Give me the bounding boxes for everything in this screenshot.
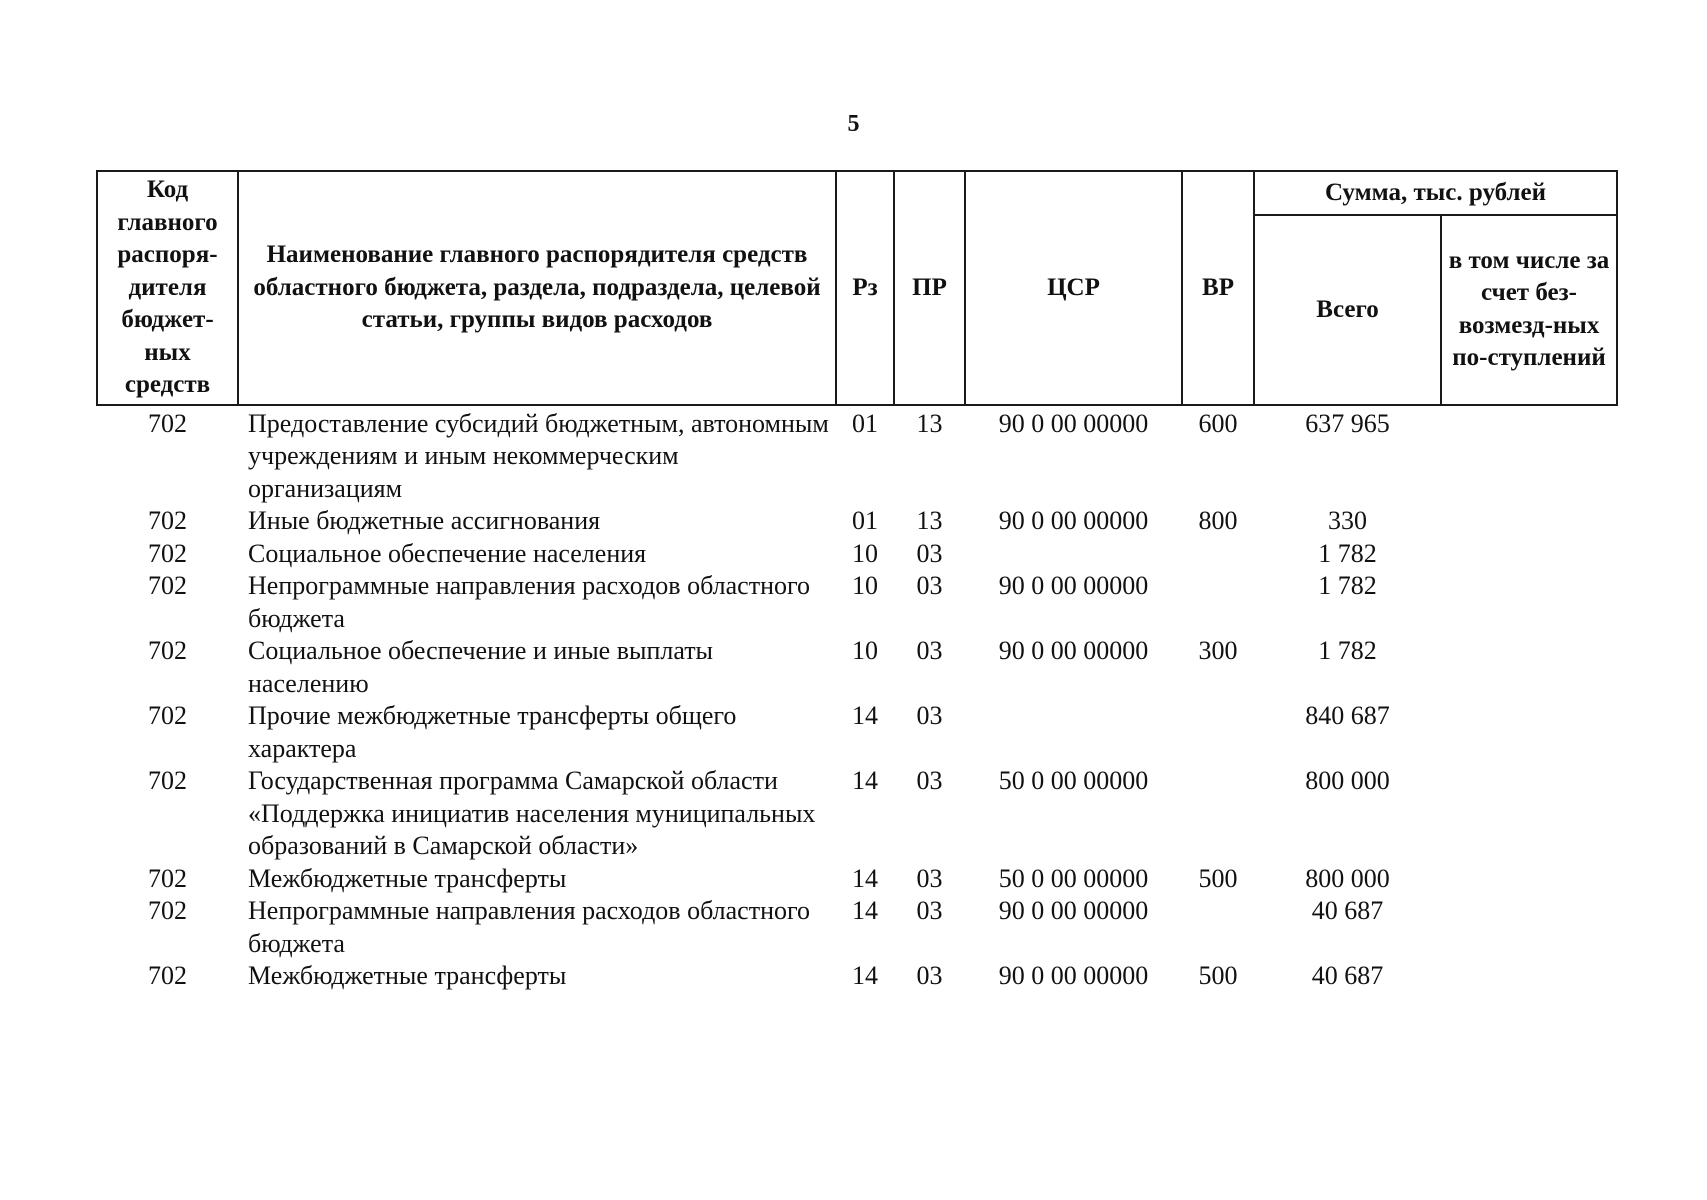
table-header xyxy=(97,171,1617,405)
cell-total: 1 782 xyxy=(1318,571,1377,600)
cell-pr: 13 xyxy=(916,408,943,438)
cell-rz: 14 xyxy=(852,961,878,990)
cell-code: 702 xyxy=(148,408,187,438)
cell-csr: 90 0 00 00000 xyxy=(998,896,1149,925)
cell-name: Социальное обеспечение и иные выплаты населению xyxy=(248,636,714,698)
cell-gratuitous xyxy=(1441,570,1617,635)
cell-pr: 03 xyxy=(916,766,943,795)
cell-name: Прочие межбюджетные трансферты общего характера xyxy=(248,701,737,763)
cell-name: Государственная программа Самарской области «Поддержка инициатив населения муниципальных образований в Самарской области» xyxy=(248,766,816,860)
table-row xyxy=(97,538,1617,571)
cell-gratuitous xyxy=(1441,700,1617,765)
table-row xyxy=(97,505,1617,538)
cell-rz: 01 xyxy=(852,408,878,438)
cell-name: Социальное обеспечение населения xyxy=(248,538,647,568)
cell-vr xyxy=(1182,570,1254,635)
cell-pr: 03 xyxy=(916,571,943,600)
cell-code: 702 xyxy=(148,896,187,925)
cell-pr: 03 xyxy=(916,863,943,893)
table-row xyxy=(97,405,1617,506)
header-vr: ВР xyxy=(1182,171,1254,405)
cell-pr: 03 xyxy=(916,636,943,665)
header-rz: Рз xyxy=(836,171,894,405)
header-csr: ЦСР xyxy=(965,171,1182,405)
cell-rz: 14 xyxy=(852,701,878,730)
cell-gratuitous xyxy=(1441,960,1617,993)
cell-total: 330 xyxy=(1328,506,1367,535)
cell-gratuitous xyxy=(1441,765,1617,863)
cell-rz: 10 xyxy=(852,571,878,600)
cell-vr: 500 xyxy=(1198,961,1238,990)
table-row xyxy=(97,960,1617,993)
header-name: Наименование главного распорядителя средств областного бюджета, раздела, подраздела, целевой статьи, группы видов расходов xyxy=(238,171,836,405)
header-total: Всего xyxy=(1254,215,1441,405)
page-number: 5 xyxy=(847,111,860,137)
cell-total: 800 000 xyxy=(1305,766,1390,795)
cell-gratuitous xyxy=(1441,538,1617,571)
cell-gratuitous xyxy=(1441,405,1617,506)
cell-name: Межбюджетные трансферты xyxy=(248,961,567,990)
table-row xyxy=(97,895,1617,960)
cell-code: 702 xyxy=(148,701,187,730)
cell-code: 702 xyxy=(148,571,187,600)
cell-vr: 300 xyxy=(1198,636,1238,665)
cell-vr xyxy=(1182,895,1254,960)
cell-rz: 10 xyxy=(852,636,878,665)
header-code: Код главного распоря-дителя бюджет-ных средств xyxy=(97,171,238,405)
cell-name: Непрограммные направления расходов областного бюджета xyxy=(248,571,810,633)
cell-name: Предоставление субсидий бюджетным, автономным учреждениям и иным некоммерческим организациям xyxy=(248,408,829,503)
cell-csr: 90 0 00 00000 xyxy=(998,506,1149,535)
cell-gratuitous xyxy=(1441,895,1617,960)
cell-total: 800 000 xyxy=(1305,863,1390,893)
cell-total: 40 687 xyxy=(1311,961,1384,990)
cell-rz: 10 xyxy=(852,538,878,568)
cell-code: 702 xyxy=(148,636,187,665)
cell-csr: 90 0 00 00000 xyxy=(998,408,1149,438)
cell-code: 702 xyxy=(148,961,187,990)
cell-pr: 03 xyxy=(916,701,943,730)
cell-total: 1 782 xyxy=(1318,538,1377,568)
cell-code: 702 xyxy=(148,506,187,535)
cell-vr xyxy=(1182,765,1254,863)
budget-table xyxy=(96,170,1618,993)
cell-name: Межбюджетные трансферты xyxy=(248,863,567,893)
table-body xyxy=(97,405,1617,993)
cell-code: 702 xyxy=(148,863,187,893)
cell-gratuitous xyxy=(1441,505,1617,538)
cell-vr xyxy=(1182,538,1254,571)
header-sum: Сумма, тыс. рублей xyxy=(1254,171,1617,215)
cell-vr: 800 xyxy=(1198,506,1238,535)
cell-pr: 03 xyxy=(916,896,943,925)
cell-rz: 14 xyxy=(852,896,878,925)
cell-code: 702 xyxy=(148,538,187,568)
cell-vr xyxy=(1182,700,1254,765)
table-row xyxy=(97,700,1617,765)
cell-csr: 90 0 00 00000 xyxy=(998,961,1149,990)
header-gratuitous: в том числе за счет без-возмезд-ных по-ступлений xyxy=(1441,215,1617,405)
cell-gratuitous xyxy=(1441,863,1617,896)
cell-rz: 14 xyxy=(852,863,878,893)
cell-csr: 50 0 00 00000 xyxy=(998,766,1149,795)
cell-pr: 13 xyxy=(916,506,943,535)
cell-gratuitous xyxy=(1441,635,1617,700)
cell-csr xyxy=(965,700,1182,765)
cell-code: 702 xyxy=(148,766,187,795)
cell-csr: 90 0 00 00000 xyxy=(998,636,1149,665)
cell-csr xyxy=(965,538,1182,571)
cell-total: 637 965 xyxy=(1305,408,1390,438)
cell-csr: 90 0 00 00000 xyxy=(998,571,1149,600)
cell-name: Непрограммные направления расходов областного бюджета xyxy=(248,896,810,958)
cell-pr: 03 xyxy=(916,538,943,568)
cell-total: 40 687 xyxy=(1311,896,1384,925)
cell-total: 1 782 xyxy=(1318,636,1377,665)
cell-rz: 14 xyxy=(852,766,878,795)
cell-vr: 600 xyxy=(1198,408,1238,438)
cell-vr: 500 xyxy=(1198,863,1238,893)
cell-pr: 03 xyxy=(916,961,943,990)
cell-name: Иные бюджетные ассигнования xyxy=(248,506,601,535)
cell-rz: 01 xyxy=(852,506,878,535)
table-row xyxy=(97,863,1617,896)
table-row xyxy=(97,765,1617,863)
cell-total: 840 687 xyxy=(1305,701,1390,730)
header-pr: ПР xyxy=(894,171,965,405)
table-row xyxy=(97,635,1617,700)
cell-csr: 50 0 00 00000 xyxy=(998,863,1149,893)
table-row xyxy=(97,570,1617,635)
